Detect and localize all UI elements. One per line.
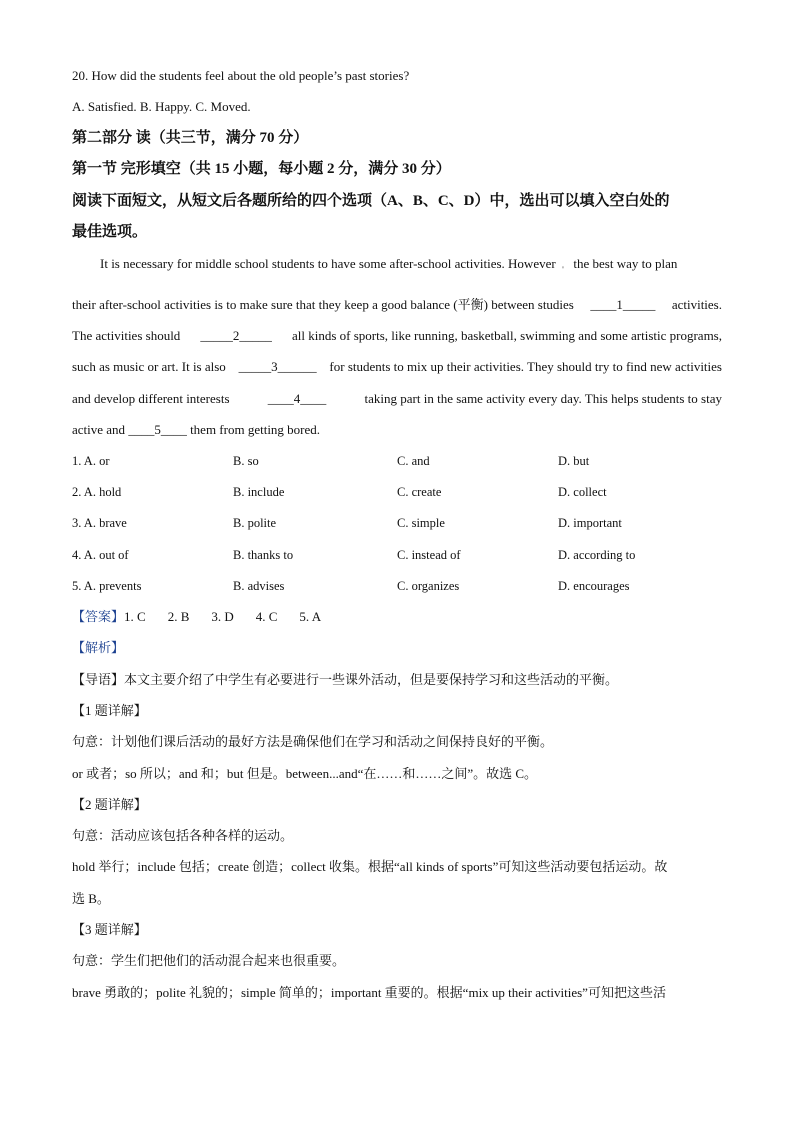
blank-5: ____5____ xyxy=(128,422,187,437)
answer-item: 1. C xyxy=(124,609,146,624)
answer-row xyxy=(72,609,343,625)
detail-2-explain-1: hold 举行；include 包括；create 创造；collect 收集。根据“all kinds of sports”可知这些活动要包括运动。故 xyxy=(72,859,668,874)
q4-option-b: B. thanks to xyxy=(233,548,294,562)
q3-option-b: B. polite xyxy=(233,516,277,530)
blank-2: _____2_____ xyxy=(200,328,272,343)
answer-item: 3. D xyxy=(211,609,234,624)
q5-option-c: C. organizes xyxy=(397,579,460,593)
q3-option-a: 3. A. brave xyxy=(72,516,127,530)
passage-text: such as music or art. It is also xyxy=(72,359,226,374)
passage-line-4 xyxy=(72,359,722,375)
passage-text: It is necessary for middle school students to have some after-school activities. However xyxy=(100,256,556,271)
blank-4: ____4____ xyxy=(267,391,327,406)
detail-1-meaning: 句意：计划他们课后活动的最好方法是确保他们在学习和活动之间保持良好的平衡。 xyxy=(72,734,554,749)
detail-3-meaning: 句意：学生们把他们的活动混合起来也很重要。 xyxy=(72,953,346,968)
q3-option-d: D. important xyxy=(558,516,622,530)
q4-option-a: 4. A. out of xyxy=(72,548,129,562)
answer-item: 2. B xyxy=(167,609,190,624)
q4-option-d: D. according to xyxy=(558,548,636,562)
detail-1-title: 【1 题详解】 xyxy=(72,703,147,718)
passage-text: The activities should xyxy=(72,328,181,343)
passage-text: taking part in the same activity every day. This helps students to stay xyxy=(364,391,722,406)
instruction-line-2: 最佳选项。 xyxy=(72,224,148,240)
q1-option-c: C. and xyxy=(397,454,430,468)
passage-text: activities. xyxy=(671,297,722,312)
answer-item: 5. A xyxy=(299,609,322,624)
q1-option-d: D. but xyxy=(558,454,590,468)
passage-text: and develop different interests xyxy=(72,391,230,406)
question-20-options: A. Satisfied. B. Happy. C. Moved. xyxy=(72,99,251,114)
passage-line-1: It is necessary for middle school students to have some after-school activities. However $'$ the best way to plan xyxy=(100,256,678,274)
answer-label: 【答案】 xyxy=(72,609,125,624)
passage-text: the best way to plan xyxy=(573,256,678,271)
answer-item: 4. C xyxy=(255,609,278,624)
q2-option-d: D. collect xyxy=(558,485,607,499)
q2-option-b: B. include xyxy=(233,485,285,499)
passage-text: all kinds of sports, like running, basketball, swimming and some artistic programs, xyxy=(291,328,722,343)
blank-3: _____3______ xyxy=(238,359,317,374)
guide-text: 【导语】本文主要介绍了中学生有必要进行一些课外活动，但是要保持学习和这些活动的平衡。 xyxy=(72,672,619,687)
passage-line-6 xyxy=(72,422,320,438)
q2-option-a: 2. A. hold xyxy=(72,485,122,499)
part-2-heading: 第二部分 读（共三节，满分 70 分） xyxy=(72,130,309,146)
passage-line-5 xyxy=(72,391,722,407)
q2-option-c: C. create xyxy=(397,485,442,499)
q5-option-a: 5. A. prevents xyxy=(72,579,142,593)
passage-text: for students to mix up their activities. They should try to find new activities xyxy=(329,359,722,374)
passage-text: active and xyxy=(72,422,126,437)
detail-1-explain: or 或者；so 所以；and 和；but 但是。between...and“在……和……之间”。故选 C。 xyxy=(72,766,538,781)
q1-option-b: B. so xyxy=(233,454,259,468)
detail-2-title: 【2 题详解】 xyxy=(72,797,147,812)
passage-line-2 xyxy=(72,297,722,313)
question-20: 20. How did the students feel about the old people’s past stories? xyxy=(72,68,410,83)
passage-text: them from getting bored. xyxy=(190,422,321,437)
section-1-heading: 第一节 完形填空（共 15 小题，每小题 2 分，满分 30 分） xyxy=(72,161,451,177)
q5-option-b: B. advises xyxy=(233,579,285,593)
detail-2-meaning: 句意：活动应该包括各种各样的运动。 xyxy=(72,828,294,843)
q1-option-a: 1. A. or xyxy=(72,454,110,468)
instruction-line-1: 阅读下面短文，从短文后各题所给的四个选项（A、B、C、D）中，选出可以填入空白处的 xyxy=(72,193,670,209)
q4-option-c: C. instead of xyxy=(397,548,461,562)
q5-option-d: D. encourages xyxy=(558,579,630,593)
analysis-label: 【解析】 xyxy=(72,640,125,655)
passage-text: their after-school activities is to make sure that they keep a good balance (平衡) between studies xyxy=(72,297,574,312)
q3-option-c: C. simple xyxy=(397,516,445,530)
detail-2-explain-2: 选 B。 xyxy=(72,891,110,906)
detail-3-explain: brave 勇敢的；polite 礼貌的；simple 简单的；important 重要的。根据“mix up their activities”可知把这些活 xyxy=(72,985,666,1000)
blank-1: ____1_____ xyxy=(590,297,656,312)
passage-line-3 xyxy=(72,328,722,344)
detail-3-title: 【3 题详解】 xyxy=(72,922,147,937)
